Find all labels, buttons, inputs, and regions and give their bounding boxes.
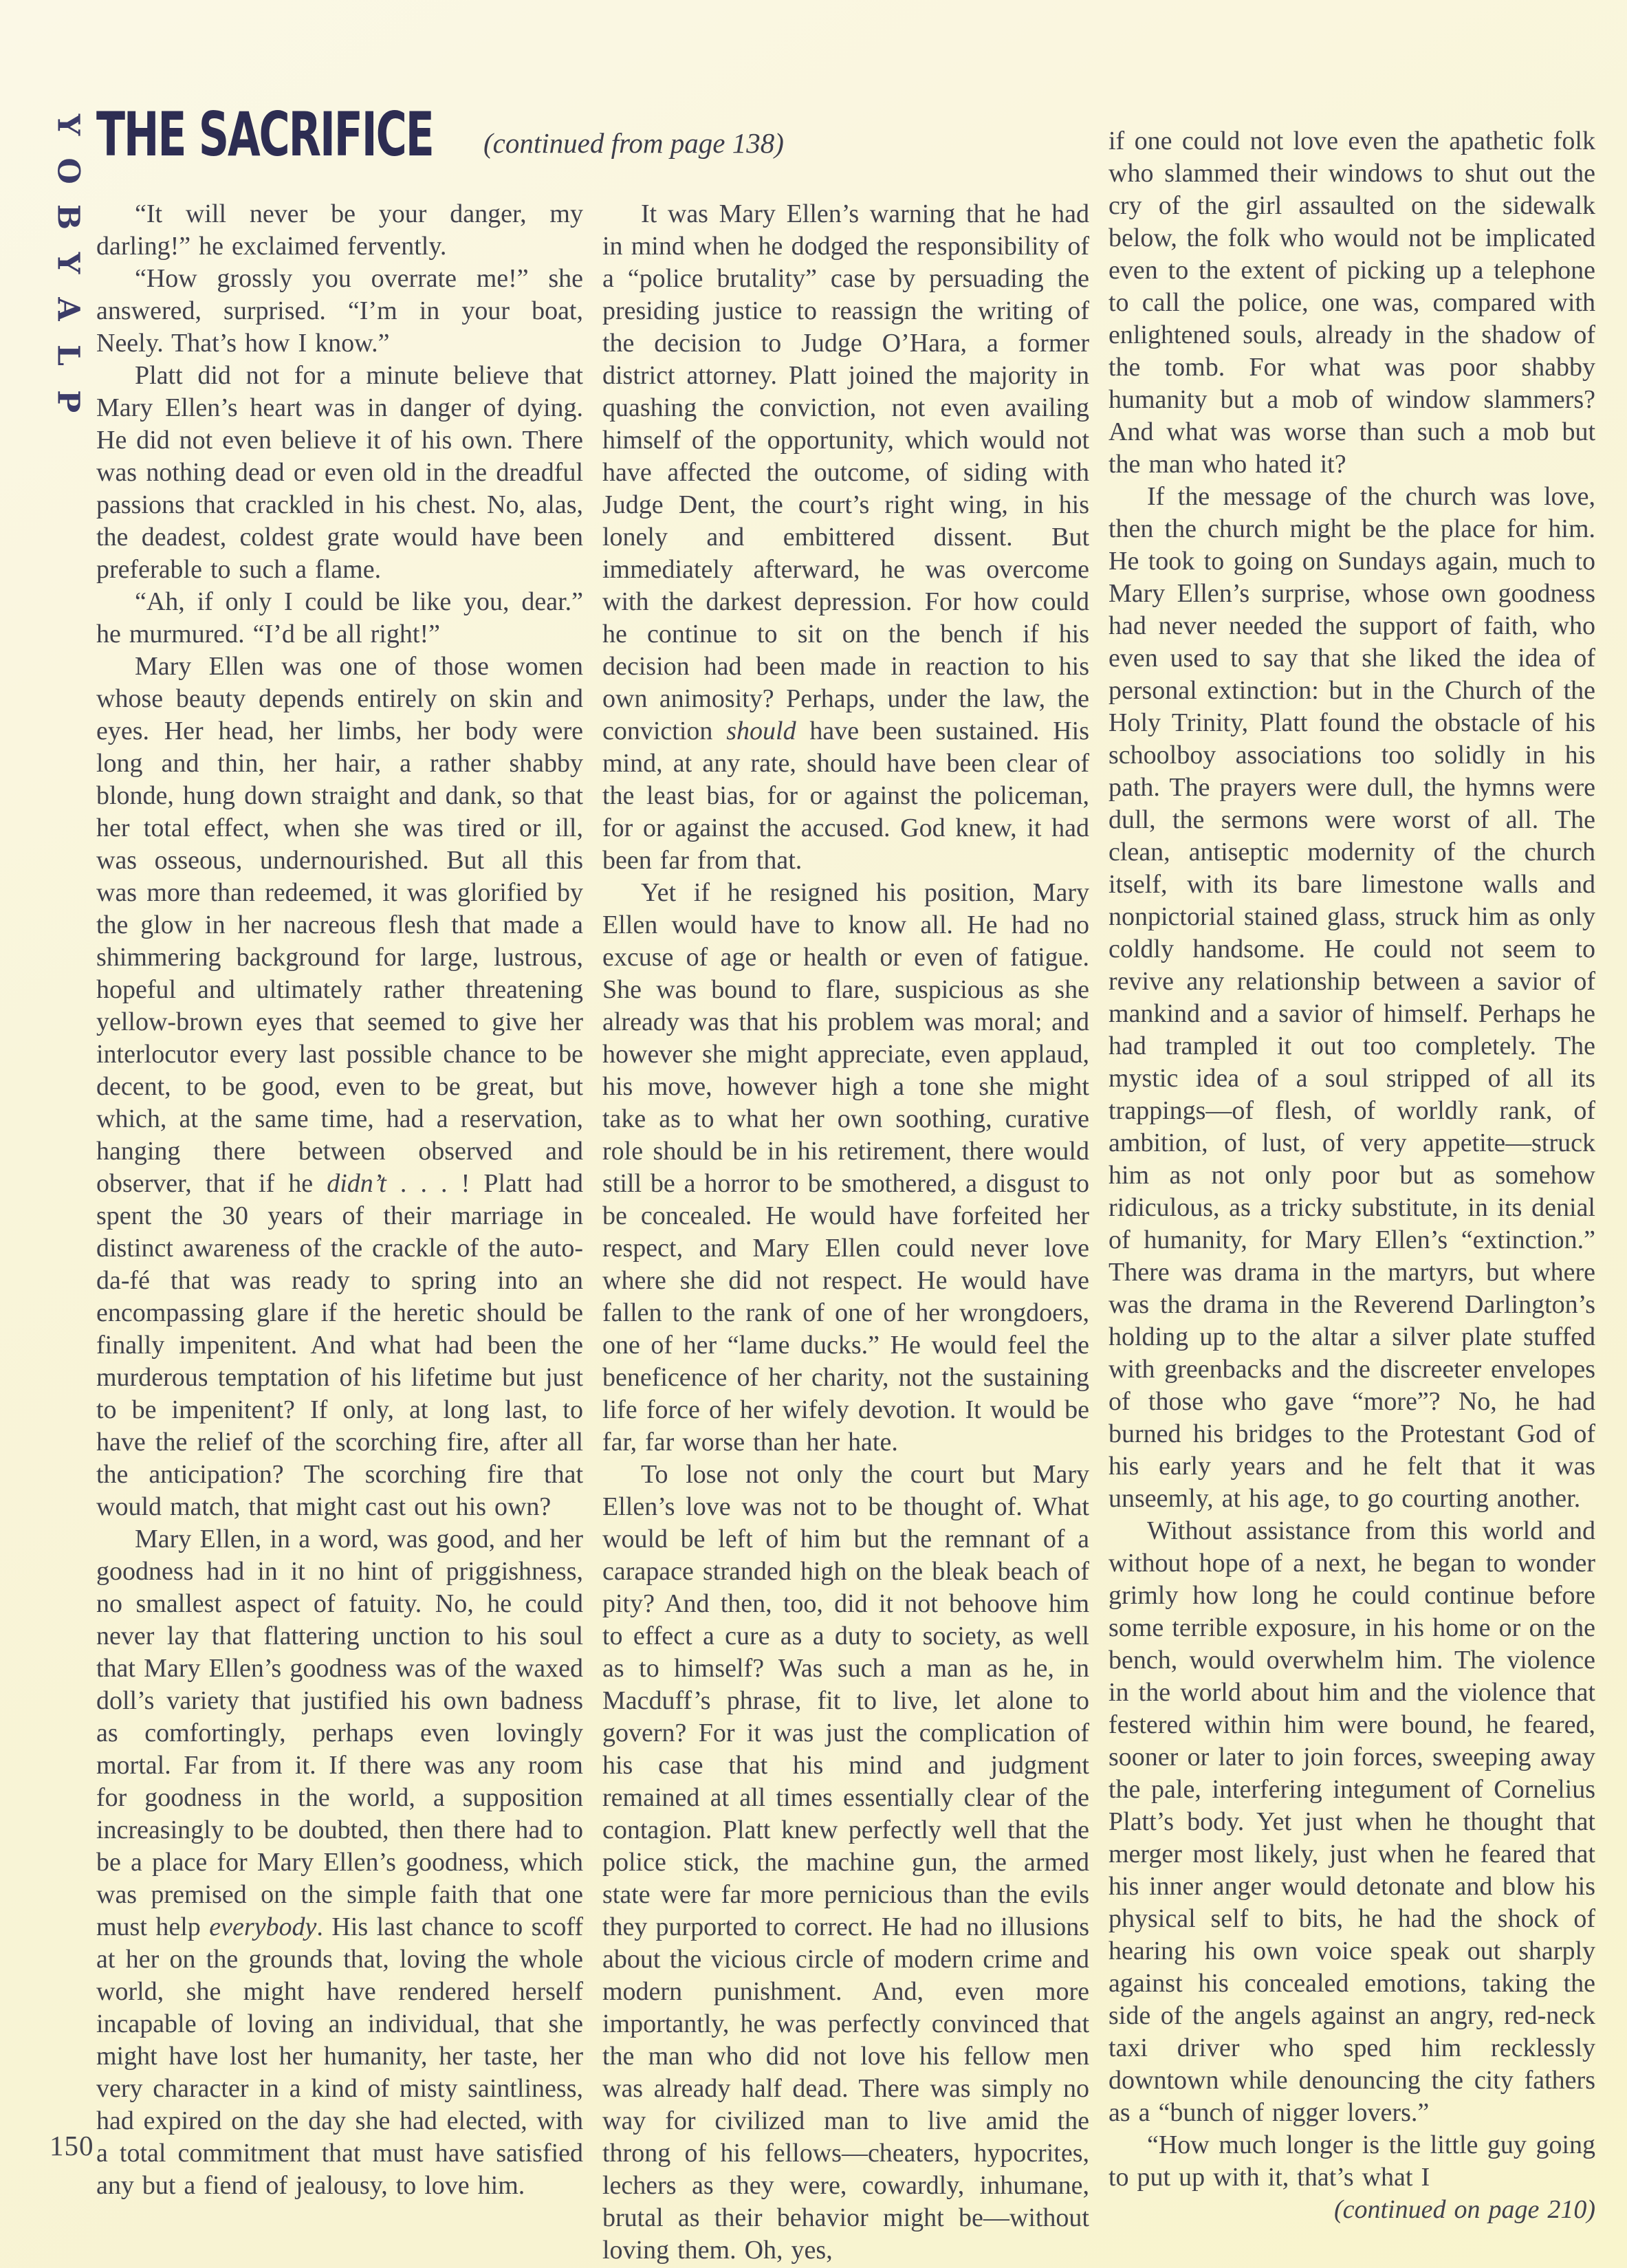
spine-letter: Y [50, 113, 86, 136]
body-text: “Ah, if only I could be like you, dear.” he murmured. “I’d be all right!” [96, 587, 583, 648]
paragraph [96, 651, 583, 1523]
emphasized-text: should [726, 717, 796, 745]
paragraph [602, 1459, 1089, 2267]
spine-letter: A [50, 297, 86, 321]
paragraph [1109, 2129, 1595, 2194]
body-text: if one could not love even the apathetic folk who slammed their windows to shut out the cry of the girl assaulted on the sidewalk below, the folk who would not be implicated even to the extent of picking up a telephone to call the police, one was, compared with enlightened souls, already in the shadow of the tomb. For what was poor shabby humanity but a mob of window slammers? And what was worse than such a mob but the man who hated it? [1109, 127, 1595, 479]
text-column-1 [96, 198, 583, 2202]
paragraph [602, 198, 1089, 877]
paragraph [96, 360, 583, 586]
continued-on-note [1109, 2194, 1595, 2226]
emphasized-text: everybody [209, 1912, 317, 1941]
continued-from-note: (continued from page 138) [483, 127, 784, 159]
spine-letter: B [50, 204, 86, 230]
body-text: . . . ! Platt had spent the 30 years of their marriage in distinct awareness of the crackle of the auto-da-fé that was ready to spring into an encompassing glare if the heretic should be finally impenitent. And what had been the murderous temptation of his lifetime but just to be impenitent? If only, at long last, to have the relief of the scorching fire, after all the anticipation? The scorching fire that would match, that might cast out his own? [96, 1169, 583, 1521]
paragraph [96, 586, 583, 651]
body-text: If the message of the church was love, then the church might be the place for him. He took to going on Sundays again, much to Mary Ellen’s surprise, whose own goodness had never needed the support of faith, who even used to say that she liked the idea of personal extinction: but in the Church of the Holy Trinity, Platt found the obstacle of his schoolboy associations too solidly in his path. The prayers were dull, the hymns were dull, the sermons were worst of all. The clean, antiseptic modernity of the church itself, with its bare limestone walls and nonpictorial stained glass, struck him as only coldly handsome. He could not seem to revive any relationship between a savior of mankind and a savior of himself. Perhaps he had trampled it out too completely. The mystic idea of a soul stripped of all its trappings—of flesh, of worldly rank, of ambition, of lust, of very appetite—struck him as not only poor but as somehow ridiculous, as a tricky substitute, in its denial of humanity, for Mary Ellen’s “extinction.” There was drama in the martyrs, but where was the drama in the Reverend Darlington’s holding up to the altar a silver plate stuffed with greenbacks and the discreeter envelopes of those who gave “more”? No, he had burned his bridges to the Protestant God of his early years and he felt that it was unseemly, at his age, to go courting another. [1109, 482, 1595, 1513]
body-text: “How grossly you overrate me!” she answered, surprised. “I’m in your boat, Neely. That’s how I know.” [96, 264, 583, 358]
body-text: “It will never be your danger, my darling!” he exclaimed fervently. [96, 199, 583, 261]
page-number: 150 [50, 2130, 94, 2161]
emphasized-text: didn’t [327, 1169, 386, 1198]
paragraph [1109, 481, 1595, 1515]
body-text: . His last chance to scoff at her on the grounds that, loving the whole world, she might have rendered herself incapable of loving an individual, that she might have lost her humanity, her taste, her very character in a kind of misty saintliness, had expired on the day she had elected, with a total commitment that must have satisfied any but a fiend of jealousy, to love him. [96, 1912, 584, 2200]
body-text: “How much longer is the little guy going to put up with it, that’s what I [1109, 2130, 1595, 2192]
body-text: have been sustained. His mind, at any rate, should have been clear of the least bias, for or against the policeman, for or against the accused. God knew, it had been far from that. [602, 717, 1089, 875]
body-text: It was Mary Ellen’s warning that he had in mind when he dodged the responsibility of a “police brutality” case by persuading the presiding justice to reassign the writing of the decision to Judge O’Hara, a former district attorney. Platt joined the majority in quashing the conviction, not even availing himself of the opportunity, which would not have affected the outcome, of siding with Judge Dent, the court’s right wing, in his lonely and embittered dissent. But immediately afterward, he was overcome with the darkest depression. For how could he continue to sit on the bench if his decision had been made in reaction to his own animosity? Perhaps, under the law, the conviction [602, 199, 1089, 745]
paragraph [96, 1523, 583, 2202]
article-header [96, 99, 784, 170]
paragraph [1109, 125, 1595, 481]
body-text: To lose not only the court but Mary Ellen’s love was not to be thought of. What would be left of him but the remnant of a carapace stranded high on the bleak beach of pity? And then, too, did it not behoove him to effect a cure as a duty to society, as well as to himself? Was such a man as he, in Macduff’s phrase, fit to live, let alone to govern? For it was just the complication of his case that his mind and judgment remained at all times essentially clear of the contagion. Platt knew perfectly well that the police stick, the machine gun, the armed state were far more pernicious than the evils they purported to correct. He had no illusions about the vicious circle of modern crime and modern punishment. And, even more importantly, he was perfectly convinced that the man who did not love his fellow men was already half dead. There was simply no way for civilized man to live amid the throng of his fellows—cheaters, hypocrites, lechers as they were, cowardly, inhumane, brutal as their behavior might be—without loving them. Oh, yes, [602, 1460, 1089, 2265]
article-title-box [96, 99, 457, 170]
body-text: Mary Ellen was one of those women whose beauty depends entirely on skin and eyes. Her head, her limbs, her body were long and thin, her hair, a rather shabby blonde, hung down straight and dank, so that her total effect, when she was tired or ill, was osseous, undernourished. But all this was more than redeemed, it was glorified by the glow in her nacreous flesh that made a shimmering background for large, lustrous, hopeful and ultimately rather threatening yellow-brown eyes that seemed to give her interlocutor every last possible chance to be decent, to be good, even to be great, but which, at the same time, had a reservation, hanging there between observed and observer, that if he [96, 652, 583, 1198]
body-text: Mary Ellen, in a word, was good, and her goodness had in it no hint of priggishness, no smallest aspect of fatuity. No, he could never lay that flattering unction to his soul that Mary Ellen’s goodness was of the waxed doll’s variety that justified his own badness as comfortingly, perhaps even lovingly mortal. Far from it. If there was any room for goodness in the world, a supposition increasingly to be doubted, then there had to be a place for Mary Ellen’s goodness, which was premised on the simple faith that one must help [96, 1525, 583, 1941]
spine-letter: L [50, 345, 86, 366]
body-text: Without assistance from this world and without hope of a next, he began to wonder grimly how long he could continue before some terrible exposure, in his home or on the bench, would overwhelm him. The violence in the world about him and the violence that festered within him were bound, he feared, sooner or later to join forces, sweeping away the pale, interfering integument of Cornelius Platt’s body. Yet just when he thought that merger most likely, just when he feared that his inner anger would detonate and blow his physical self to bits, he had the shock of hearing his own voice speak out sharply against his concealed emotions, taking the side of the angels against an angry, red-neck taxi driver who sped him recklessly downtown while denouncing the city fathers as a “bunch of nigger lovers.” [1109, 1516, 1595, 2127]
emphasized-text: (continued on page 210) [1333, 2195, 1595, 2224]
paragraph [602, 877, 1089, 1459]
paragraph [96, 263, 583, 360]
body-text: Platt did not for a minute believe that Mary Ellen’s heart was in danger of dying. He did not even believe it of his own. There was nothing dead or even old in the dreadful passions that crackled in his chest. No, alas, the deadest, coldest grate would have been preferable to such a flame. [96, 361, 583, 584]
body-text: Yet if he resigned his position, Mary Ellen would have to know all. He had no excuse of age or health or even of fatigue. She was bound to flare, suspicious as she already was that his problem was moral; and however she might appreciate, even applaud, his move, however high a tone she might take as to what her own soothing, curative role should be in his retirement, there would still be a horror to be smothered, a disgust to be concealed. He would have forfeited her respect, and Mary Ellen could never love where she did not respect. He would have fallen to the rank of one of her wrongdoers, one of her “lame ducks.” He would feel the beneficence of her charity, not the sustaining life force of her wifely devotion. It would be far, far worse than her hate. [602, 878, 1089, 1457]
paragraph [96, 198, 583, 263]
text-column-3 [1109, 125, 1595, 2226]
spine-letter: P [50, 389, 86, 413]
spine-letter: O [50, 157, 86, 184]
spine-letter: Y [50, 252, 86, 274]
article-title: THE SACRIFICE [96, 99, 433, 170]
paragraph [1109, 1515, 1595, 2129]
text-column-2 [602, 198, 1089, 2267]
magazine-spine-wordmark [43, 102, 94, 424]
